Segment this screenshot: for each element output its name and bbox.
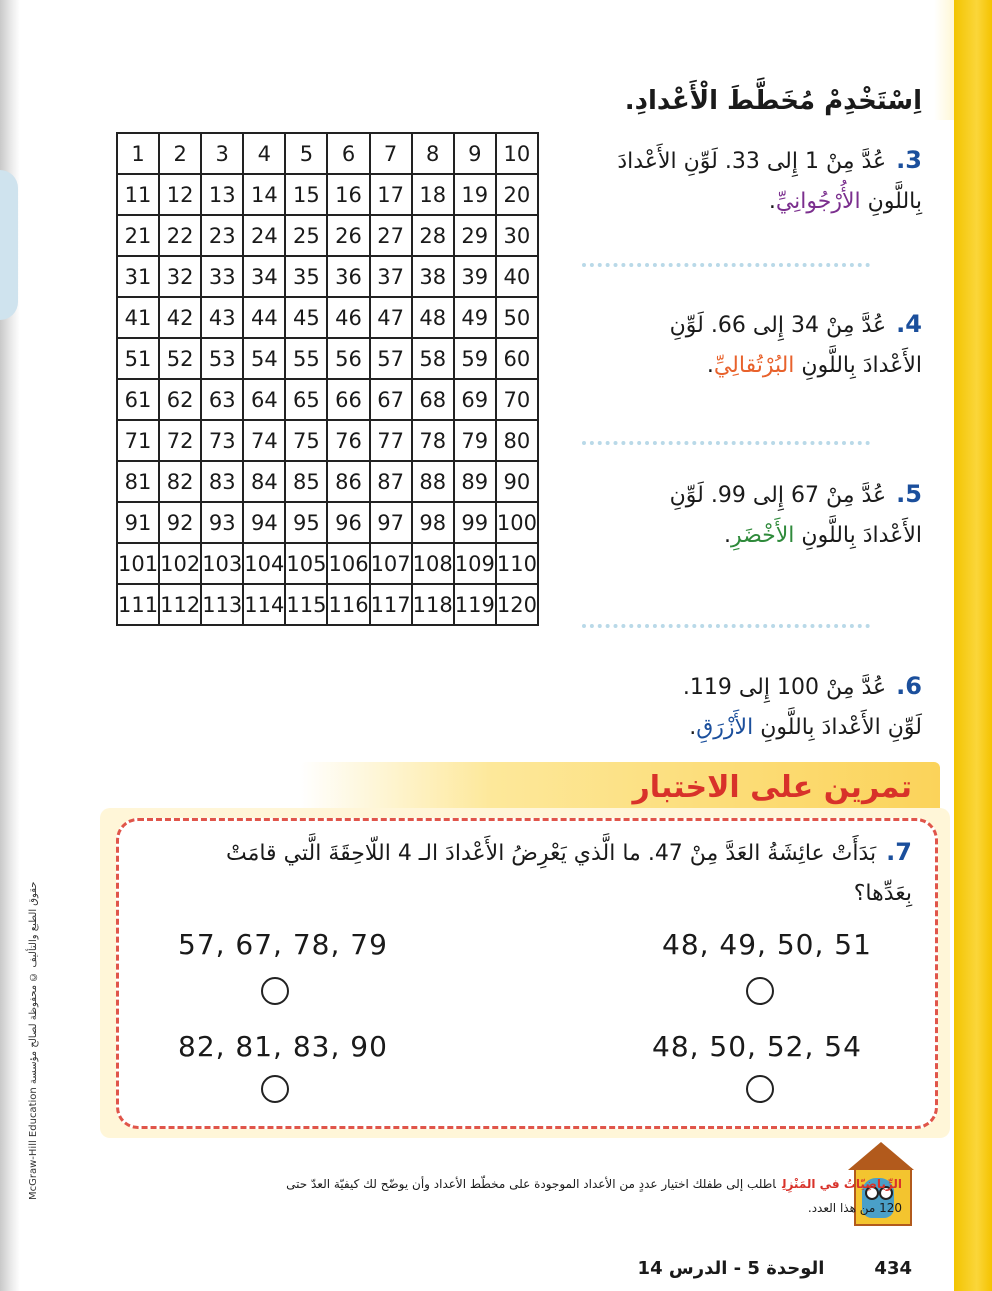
grid-cell[interactable]: 52: [159, 338, 201, 379]
page-number: 434: [874, 1258, 912, 1279]
grid-cell[interactable]: 61: [117, 379, 159, 420]
grid-cell[interactable]: 10: [496, 133, 538, 174]
grid-cell[interactable]: 100: [496, 502, 538, 543]
grid-cell[interactable]: 34: [243, 256, 285, 297]
grid-cell[interactable]: 18: [412, 174, 454, 215]
grid-row: [117, 256, 538, 297]
home-note-text: اطلب إلى طفلك اختيار عددٍ من الأعداد الموجودة على مخطّط الأعداد وأن يوضّح لك كيفيّة العدّ حتى 120 من هذا العدد.: [286, 1177, 902, 1215]
grid-cell[interactable]: 17: [370, 174, 412, 215]
grid-cell[interactable]: 62: [159, 379, 201, 420]
question-text: الأَعْدادَ بِاللَّونِ: [801, 353, 922, 378]
option-b-radio[interactable]: [261, 977, 289, 1005]
grid-cell[interactable]: 85: [285, 461, 327, 502]
grid-cell[interactable]: 83: [201, 461, 243, 502]
grid-cell[interactable]: 11: [117, 174, 159, 215]
grid-cell[interactable]: 84: [243, 461, 285, 502]
grid-cell[interactable]: 37: [370, 256, 412, 297]
grid-cell[interactable]: 91: [117, 502, 159, 543]
question-text: بِاللَّونِ: [867, 189, 922, 214]
divider: [582, 441, 870, 445]
grid-cell[interactable]: 54: [243, 338, 285, 379]
footer: [638, 1258, 912, 1279]
color-word-orange: البُرْتُقالِيِّ: [713, 353, 795, 378]
grid-cell[interactable]: 45: [285, 297, 327, 338]
grid-cell[interactable]: 80: [496, 420, 538, 461]
grid-cell[interactable]: 112: [159, 584, 201, 625]
yellow-margin-bar: [954, 0, 992, 1291]
grid-cell[interactable]: 31: [117, 256, 159, 297]
grid-cell[interactable]: 30: [496, 215, 538, 256]
grid-cell[interactable]: 21: [117, 215, 159, 256]
grid-cell[interactable]: 19: [454, 174, 496, 215]
grid-cell[interactable]: 58: [412, 338, 454, 379]
question-number: 3.: [896, 146, 922, 174]
grid-cell[interactable]: 102: [159, 543, 201, 584]
grid-cell[interactable]: 39: [454, 256, 496, 297]
grid-cell[interactable]: 111: [117, 584, 159, 625]
grid-cell[interactable]: 118: [412, 584, 454, 625]
grid-cell[interactable]: 51: [117, 338, 159, 379]
grid-cell[interactable]: 78: [412, 420, 454, 461]
question-number: 6.: [896, 672, 922, 700]
grid-cell[interactable]: 73: [201, 420, 243, 461]
grid-cell[interactable]: 103: [201, 543, 243, 584]
question-text: عُدَّ مِنْ 100 إِلى 119.: [682, 675, 887, 700]
color-word-blue: الأَزْرَقِ: [696, 715, 754, 740]
grid-row: [117, 297, 538, 338]
question-number: 7.: [886, 838, 912, 866]
hundreds-chart: [116, 132, 539, 626]
grid-row: [117, 461, 538, 502]
grid-cell[interactable]: 40: [496, 256, 538, 297]
grid-cell[interactable]: 82: [159, 461, 201, 502]
question-text: لَوِّنِ الأَعْدادَ بِاللَّونِ: [760, 715, 922, 740]
grid-row: [117, 133, 538, 174]
grid-cell[interactable]: 79: [454, 420, 496, 461]
grid-cell[interactable]: 14: [243, 174, 285, 215]
grid-cell[interactable]: 94: [243, 502, 285, 543]
grid-cell[interactable]: 35: [285, 256, 327, 297]
margin-fade: [934, 0, 954, 120]
grid-cell[interactable]: 68: [412, 379, 454, 420]
divider: [582, 624, 870, 628]
home-note-label: الرِّياضِيّاتُ في المَنْزِلِ: [781, 1177, 902, 1191]
question-number: 5.: [896, 480, 922, 508]
grid-cell[interactable]: 55: [285, 338, 327, 379]
question-end: .: [706, 353, 714, 378]
grid-row: [117, 420, 538, 461]
practice-title: تمرين على الاختبار: [632, 770, 912, 805]
grid-cell[interactable]: 98: [412, 502, 454, 543]
grid-cell[interactable]: 107: [370, 543, 412, 584]
grid-row: [117, 379, 538, 420]
grid-cell[interactable]: 33: [201, 256, 243, 297]
grid-cell[interactable]: 70: [496, 379, 538, 420]
unit-lesson: الوحدة 5 - الدرس 14: [637, 1258, 825, 1279]
grid-cell[interactable]: 113: [201, 584, 243, 625]
grid-cell[interactable]: 50: [496, 297, 538, 338]
grid-cell[interactable]: 119: [454, 584, 496, 625]
question-end: .: [689, 715, 697, 740]
option-b: 57, 67, 78, 79: [178, 928, 388, 961]
grid-cell[interactable]: 57: [370, 338, 412, 379]
grid-cell[interactable]: 108: [412, 543, 454, 584]
grid-cell[interactable]: 36: [327, 256, 369, 297]
grid-cell[interactable]: 96: [327, 502, 369, 543]
grid-cell[interactable]: 28: [412, 215, 454, 256]
grid-cell[interactable]: 75: [285, 420, 327, 461]
grid-cell[interactable]: 4: [243, 133, 285, 174]
option-c-radio[interactable]: [746, 1075, 774, 1103]
grid-cell[interactable]: 26: [327, 215, 369, 256]
question-number: 4.: [896, 310, 922, 338]
color-word-purple: الأُرْجُوانِيِّ: [775, 189, 861, 214]
grid-cell[interactable]: 76: [327, 420, 369, 461]
grid-cell[interactable]: 92: [159, 502, 201, 543]
grid-cell[interactable]: 90: [496, 461, 538, 502]
grid-cell[interactable]: 120: [496, 584, 538, 625]
home-note: [262, 1172, 902, 1220]
grid-cell[interactable]: 105: [285, 543, 327, 584]
grid-cell[interactable]: 74: [243, 420, 285, 461]
question-text: الأَعْدادَ بِاللَّونِ: [801, 523, 922, 548]
divider: [582, 263, 870, 267]
grid-cell[interactable]: 95: [285, 502, 327, 543]
grid-cell[interactable]: 115: [285, 584, 327, 625]
grid-cell[interactable]: 23: [201, 215, 243, 256]
grid-cell[interactable]: 72: [159, 420, 201, 461]
grid-cell[interactable]: 104: [243, 543, 285, 584]
grid-cell[interactable]: 42: [159, 297, 201, 338]
grid-cell[interactable]: 116: [327, 584, 369, 625]
grid-cell[interactable]: 64: [243, 379, 285, 420]
grid-cell[interactable]: 114: [243, 584, 285, 625]
grid-cell[interactable]: 60: [496, 338, 538, 379]
option-a: 48, 49, 50, 51: [662, 928, 872, 961]
question-end: .: [768, 189, 776, 214]
grid-row: [117, 215, 538, 256]
grid-cell[interactable]: 65: [285, 379, 327, 420]
grid-cell[interactable]: 41: [117, 297, 159, 338]
grid-cell[interactable]: 2: [159, 133, 201, 174]
grid-cell[interactable]: 32: [159, 256, 201, 297]
grid-cell[interactable]: 7: [370, 133, 412, 174]
section-title: اِسْتَخْدِمْ مُخَطَّطَ الْأَعْدادِ.: [624, 86, 922, 116]
grid-cell[interactable]: 43: [201, 297, 243, 338]
grid-cell[interactable]: 24: [243, 215, 285, 256]
question-text: عُدَّ مِنْ 67 إِلى 99. لَوِّنِ: [669, 483, 887, 508]
grid-cell[interactable]: 46: [327, 297, 369, 338]
house-roof: [848, 1142, 914, 1170]
grid-cell[interactable]: 97: [370, 502, 412, 543]
grid-cell[interactable]: 5: [285, 133, 327, 174]
grid-row: [117, 543, 538, 584]
question-text: بَدَأَتْ عائِشَةُ العَدَّ مِنْ 47. ما الَّذي يَعْرِضُ الأَعْدادَ الـ 4 اللّاحِقَةَ الَّتي قامَتْ بِعَدِّها؟: [225, 841, 912, 906]
grid-cell[interactable]: 81: [117, 461, 159, 502]
page-edge-tab: [0, 170, 18, 320]
grid-cell[interactable]: 71: [117, 420, 159, 461]
grid-cell[interactable]: 86: [327, 461, 369, 502]
grid-cell[interactable]: 20: [496, 174, 538, 215]
grid-cell[interactable]: 87: [370, 461, 412, 502]
grid-cell[interactable]: 6: [327, 133, 369, 174]
grid-cell[interactable]: 22: [159, 215, 201, 256]
option-d: 82, 81, 83, 90: [178, 1030, 388, 1063]
option-c: 48, 50, 52, 54: [652, 1030, 862, 1063]
grid-cell[interactable]: 49: [454, 297, 496, 338]
grid-cell[interactable]: 101: [117, 543, 159, 584]
grid-cell[interactable]: 109: [454, 543, 496, 584]
grid-cell[interactable]: 93: [201, 502, 243, 543]
grid-cell[interactable]: 15: [285, 174, 327, 215]
question-5: [670, 474, 922, 556]
grid-cell[interactable]: 38: [412, 256, 454, 297]
grid-cell[interactable]: 53: [201, 338, 243, 379]
grid-cell[interactable]: 1: [117, 133, 159, 174]
question-text: عُدَّ مِنْ 1 إِلى 33. لَوِّنِ الأَعْدادَ: [617, 149, 887, 174]
grid-cell[interactable]: 77: [370, 420, 412, 461]
option-d-radio[interactable]: [261, 1075, 289, 1103]
grid-cell[interactable]: 47: [370, 297, 412, 338]
question-end: .: [723, 523, 731, 548]
grid-row: [117, 584, 538, 625]
grid-row: [117, 174, 538, 215]
question-text: عُدَّ مِنْ 34 إِلى 66. لَوِّنِ: [669, 313, 887, 338]
grid-cell[interactable]: 69: [454, 379, 496, 420]
color-word-green: الأَخْضَرِ: [730, 523, 795, 548]
grid-cell[interactable]: 59: [454, 338, 496, 379]
copyright-credit: McGraw-Hill Education حقوق الطبع والتأليف © محفوظة لصالح مؤسسة: [28, 881, 39, 1200]
grid-cell[interactable]: 89: [454, 461, 496, 502]
question-7: [192, 832, 912, 914]
grid-cell[interactable]: 110: [496, 543, 538, 584]
grid-cell[interactable]: 48: [412, 297, 454, 338]
grid-cell[interactable]: 16: [327, 174, 369, 215]
grid-cell[interactable]: 25: [285, 215, 327, 256]
grid-row: [117, 338, 538, 379]
grid-row: [117, 502, 538, 543]
grid-cell[interactable]: 117: [370, 584, 412, 625]
grid-cell[interactable]: 13: [201, 174, 243, 215]
grid-cell[interactable]: 67: [370, 379, 412, 420]
grid-cell[interactable]: 106: [327, 543, 369, 584]
grid-cell[interactable]: 29: [454, 215, 496, 256]
grid-cell[interactable]: 44: [243, 297, 285, 338]
grid-cell[interactable]: 12: [159, 174, 201, 215]
question-4: [670, 304, 922, 386]
grid-cell[interactable]: 63: [201, 379, 243, 420]
grid-cell[interactable]: 56: [327, 338, 369, 379]
option-a-radio[interactable]: [746, 977, 774, 1005]
question-6: [683, 666, 922, 748]
grid-cell[interactable]: 99: [454, 502, 496, 543]
grid-cell[interactable]: 27: [370, 215, 412, 256]
grid-cell[interactable]: 9: [454, 133, 496, 174]
question-3: [617, 140, 922, 222]
grid-cell[interactable]: 88: [412, 461, 454, 502]
grid-cell[interactable]: 66: [327, 379, 369, 420]
grid-cell[interactable]: 3: [201, 133, 243, 174]
grid-cell[interactable]: 8: [412, 133, 454, 174]
